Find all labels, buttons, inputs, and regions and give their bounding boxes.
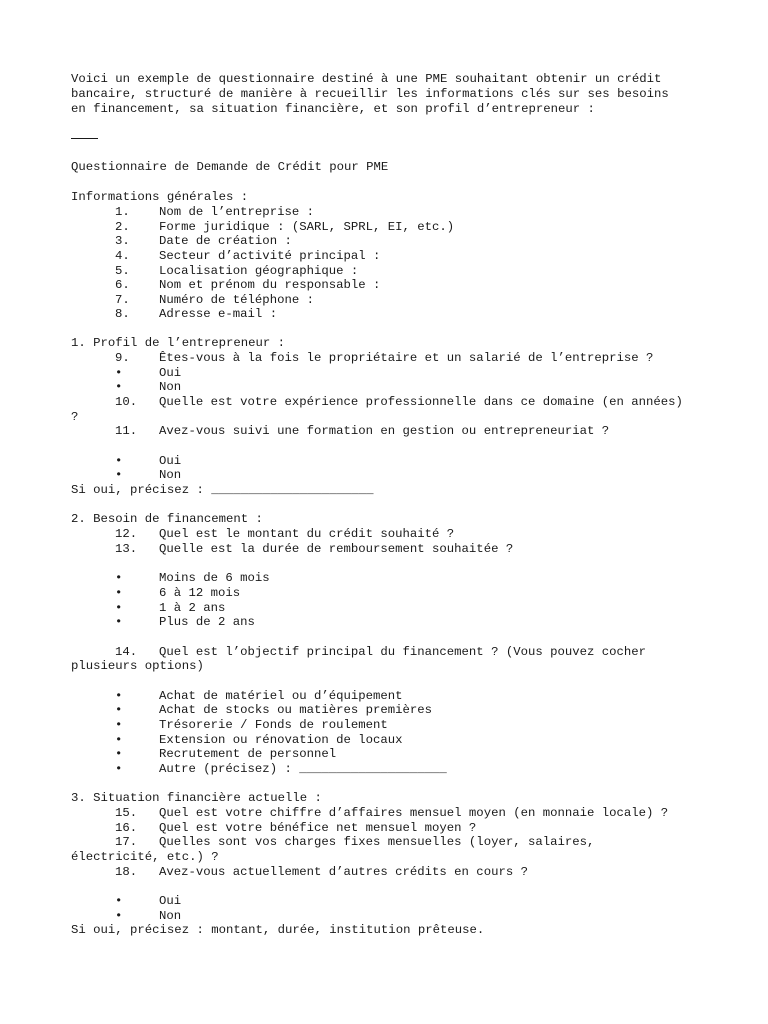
intro-line-2: bancaire, structuré de manière à recueillir les informations clés sur ses besoins [71, 87, 669, 101]
question-text: Quel est le montant du crédit souhaité ? [159, 527, 455, 541]
item-number: 5. [115, 264, 130, 278]
general-item: Forme juridique : (SARL, SPRL, EI, etc.) [159, 220, 455, 234]
questionnaire-title: Questionnaire de Demande de Crédit pour PME [71, 160, 389, 174]
question-number: 14. [115, 645, 138, 659]
item-number: 2. [115, 220, 130, 234]
bullet: • [115, 689, 123, 703]
question-continuation: ? [71, 410, 79, 424]
question-text: Êtes-vous à la fois le propriétaire et un salarié de l’entreprise ? [159, 351, 654, 365]
option-label: Moins de 6 mois [159, 571, 270, 585]
financing-heading: 2. Besoin de financement : [71, 512, 263, 526]
separator-rule [71, 138, 98, 139]
bullet: • [115, 747, 123, 761]
bullet: • [115, 366, 123, 380]
option-label: Oui [159, 454, 182, 468]
profile-heading: 1. Profil de l’entrepreneur : [71, 336, 286, 350]
general-item: Nom de l’entreprise : [159, 205, 314, 219]
option-label: Recrutement de personnel [159, 747, 337, 761]
option-label: Extension ou rénovation de locaux [159, 733, 403, 747]
option-label: Trésorerie / Fonds de roulement [159, 718, 388, 732]
item-number: 3. [115, 234, 130, 248]
bullet: • [115, 615, 123, 629]
question-number: 12. [115, 527, 138, 541]
general-item: Date de création : [159, 234, 292, 248]
option-label: Autre (précisez) : ____________________ [159, 762, 447, 776]
question-text: Avez-vous actuellement d’autres crédits en cours ? [159, 865, 528, 879]
option-label: Oui [159, 366, 182, 380]
item-number: 6. [115, 278, 130, 292]
item-number: 7. [115, 293, 130, 307]
bullet: • [115, 586, 123, 600]
question-number: 16. [115, 821, 138, 835]
bullet: • [115, 909, 123, 923]
item-number: 8. [115, 307, 130, 321]
question-number: 13. [115, 542, 138, 556]
option-label: Non [159, 468, 182, 482]
bullet: • [115, 380, 123, 394]
general-item: Numéro de téléphone : [159, 293, 314, 307]
question-text: Quelles sont vos charges fixes mensuelles (loyer, salaires, [159, 835, 595, 849]
intro-line-3: en financement, sa situation financière, et son profil d’entrepreneur : [71, 102, 595, 116]
item-number: 1. [115, 205, 130, 219]
bullet: • [115, 762, 123, 776]
question-text: Quel est votre bénéfice net mensuel moyen ? [159, 821, 477, 835]
bullet: • [115, 601, 123, 615]
option-label: Achat de stocks ou matières premières [159, 703, 433, 717]
question-number: 9. [115, 351, 130, 365]
bullet: • [115, 571, 123, 585]
question-text: Avez-vous suivi une formation en gestion ou entrepreneuriat ? [159, 424, 610, 438]
finance-situation-heading: 3. Situation financière actuelle : [71, 791, 322, 805]
question-number: 10. [115, 395, 138, 409]
bullet: • [115, 718, 123, 732]
option-label: Achat de matériel ou d’équipement [159, 689, 403, 703]
detail-line: Si oui, précisez : ______________________ [71, 483, 374, 497]
item-number: 4. [115, 249, 130, 263]
question-continuation: plusieurs options) [71, 659, 204, 673]
general-item: Adresse e-mail : [159, 307, 278, 321]
general-item: Nom et prénom du responsable : [159, 278, 381, 292]
general-item: Secteur d’activité principal : [159, 249, 381, 263]
option-label: Non [159, 380, 182, 394]
question-text: Quelle est la durée de remboursement souhaitée ? [159, 542, 514, 556]
bullet: • [115, 454, 123, 468]
question-continuation: électricité, etc.) ? [71, 850, 219, 864]
option-label: Oui [159, 894, 182, 908]
general-heading: Informations générales : [71, 190, 249, 204]
question-number: 17. [115, 835, 138, 849]
question-number: 18. [115, 865, 138, 879]
question-text: Quel est votre chiffre d’affaires mensuel moyen (en monnaie locale) ? [159, 806, 669, 820]
bullet: • [115, 703, 123, 717]
option-label: 1 à 2 ans [159, 601, 226, 615]
detail-line: Si oui, précisez : montant, durée, institution prêteuse. [71, 923, 485, 937]
bullet: • [115, 733, 123, 747]
question-number: 11. [115, 424, 138, 438]
option-label: 6 à 12 mois [159, 586, 241, 600]
general-item: Localisation géographique : [159, 264, 359, 278]
bullet: • [115, 894, 123, 908]
option-label: Plus de 2 ans [159, 615, 255, 629]
question-text: Quel est l’objectif principal du financement ? (Vous pouvez cocher [159, 645, 647, 659]
question-text: Quelle est votre expérience professionnelle dans ce domaine (en années) [159, 395, 683, 409]
intro-line-1: Voici un exemple de questionnaire destiné à une PME souhaitant obtenir un crédit [71, 72, 662, 86]
question-number: 15. [115, 806, 138, 820]
bullet: • [115, 468, 123, 482]
option-label: Non [159, 909, 182, 923]
